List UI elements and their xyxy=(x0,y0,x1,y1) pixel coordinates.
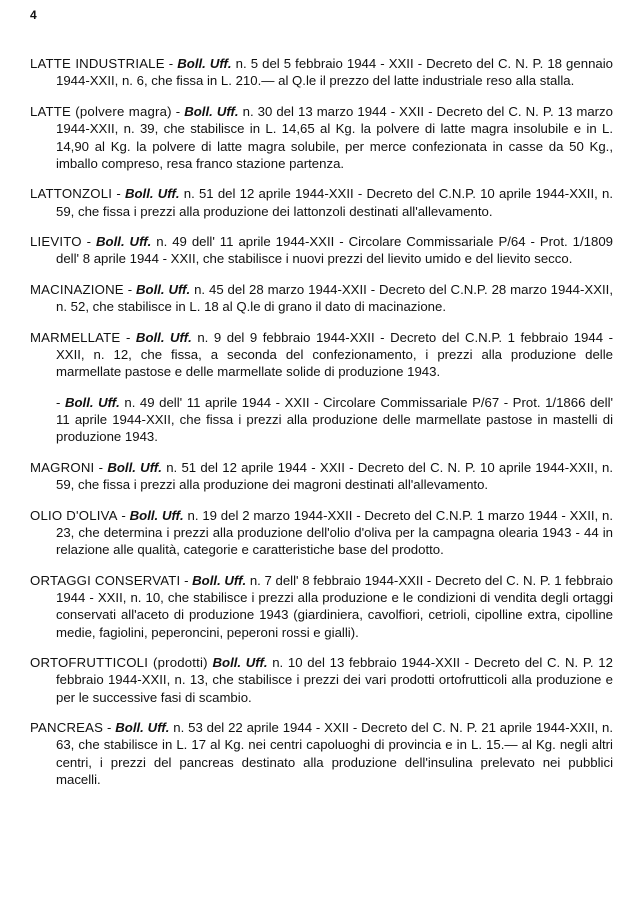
entry-heading: MACINAZIONE xyxy=(30,281,124,297)
entry-lattonzoli xyxy=(30,185,613,220)
entry-paragraph: LATTONZOLI - Boll. Uff. n. 51 del 12 aprile 1944-XXII - Decreto del C.N.P. 10 aprile 1944-XXII, n. 59, che fissa i prezzi alla produzione dei lattonzoli destinati all'allevamento. xyxy=(30,186,613,219)
bulletin-ref: Boll. Uff. xyxy=(96,234,152,250)
bulletin-ref: Boll. Uff. xyxy=(135,329,192,345)
entry-text: n. 7 dell' 8 febbraio 1944-XXII - Decreto del C. N. P. 1 febbraio 1944 - XXII, n. 10, che stabilisce i prezzi alla produzione e le condizioni di vendita degli ortaggi conservati all'aceto di produzione 1943 (giardiniera, cavolfiori, cetrioli, cipolline extra, cipolline medie, fagiolini, peperoncini, peperoni rossi e gialli). xyxy=(56,572,613,640)
bulletin-ref: Boll. Uff. xyxy=(115,720,170,736)
entry-text: n. 5 del 5 febbraio 1944 - XXII - Decreto del C. N. P. 18 gennaio 1944-XXII, n. 6, che fissa in L. 210.— al Q.le il prezzo del latte industriale reso alla stalla. xyxy=(56,56,613,89)
bulletin-ref: Boll. Uff. xyxy=(212,655,268,671)
entry-text: n. 30 del 13 marzo 1944 - XXII - Decreto del C. N. P. 13 marzo 1944-XXII, n. 39, che stabilisce in L. 14,65 al Kg. la polvere di latte magra insolubile e in L. 14,90 al Kg. la polvere di latte magra solubile, per merce confezionata in casse da 50 Kg., imballo compreso, resa franco stazione partenza. xyxy=(56,103,613,171)
entry-heading: MAGRONI xyxy=(30,459,95,475)
entry-paragraph: OLIO D'OLIVA - Boll. Uff. n. 19 del 2 marzo 1944-XXII - Decreto del C.N.P. 1 marzo 1944 - XXII, n. 23, che determina i prezzi alla produzione dell'olio d'oliva per la campagna olearia 1943 - 44 in relazione alle qualità, categorie e caratteristiche base del prodotto. xyxy=(30,507,613,558)
entry-paragraph: LIEVITO - Boll. Uff. n. 49 dell' 11 aprile 1944-XXII - Circolare Commissariale P/64 - Prot. 1/1809 dell' 8 aprile 1944 - XXII, che stabilisce i nuovi prezzi del lievito umido e del lievito secco. xyxy=(30,234,613,267)
entry-text: n. 53 del 22 aprile 1944 - XXII - Decreto del C. N. P. 21 aprile 1944-XXII, n. 63, che stabilisce in L. 17 al Kg. nei centri capoluoghi di provincia e in L. 15.— al Kg. negli altri centri, i prezzi del pancreas destinato alla produzione dell'insulina prelevato nei pubblici macelli. xyxy=(56,720,614,788)
entry-text: n. 49 dell' 11 aprile 1944-XXII - Circolare Commissariale P/64 - Prot. 1/1809 dell' 8 aprile 1944 - XXII, che stabilisce i nuovi prezzi del lievito umido e del lievito secco. xyxy=(56,234,613,267)
entry-text: n. 45 del 28 marzo 1944-XXII - Decreto del C.N.P. 28 marzo 1944-XXII, n. 52, che stabilisce in L. 18 al Q.le di grano il dato di macinazione. xyxy=(56,281,613,315)
bulletin-ref: Boll. Uff. xyxy=(177,56,232,72)
entry-text: n. 19 del 2 marzo 1944-XXII - Decreto del C.N.P. 1 marzo 1944 - XXII, n. 23, che determina i prezzi alla produzione dell'olio d'oliva per la campagna olearia 1943 - 44 in relazione alle qualità, categorie e caratteristiche base del prodotto. xyxy=(56,507,613,558)
entry-ortaggi-conservati xyxy=(30,572,613,641)
entry-heading: LATTE (polvere magra) xyxy=(30,103,172,119)
page-number: 4 xyxy=(30,8,37,22)
bulletin-ref: Boll. Uff. xyxy=(124,186,180,202)
entry-magroni xyxy=(30,459,613,494)
entry-heading: LATTONZOLI xyxy=(30,186,113,202)
entry-heading: LATTE INDUSTRIALE xyxy=(30,56,165,72)
entry-text: n. 49 dell' 11 aprile 1944 - XXII - Circolare Commissariale P/67 - Prot. 1/1866 dell' 11 aprile 1944-XXII, che fissa i prezzi alla produzione delle marmellate pastose in mastelli di produzione 1943. xyxy=(56,394,614,445)
entry-heading: ORTAGGI CONSERVATI xyxy=(30,572,181,588)
entry-heading: PANCREAS xyxy=(30,720,104,736)
entry-pancreas xyxy=(30,719,613,788)
entry-marmellate xyxy=(30,329,613,446)
entry-latte-industriale xyxy=(30,55,613,90)
entry-lievito xyxy=(30,233,613,268)
entry-macinazione xyxy=(30,281,613,316)
entry-heading: OLIO D'OLIVA xyxy=(30,507,118,523)
entry-paragraph: ORTAGGI CONSERVATI - Boll. Uff. n. 7 dell' 8 febbraio 1944-XXII - Decreto del C. N. P. 1 febbraio 1944 - XXII, n. 10, che stabilisce i prezzi alla produzione e le condizioni di vendita degli ortaggi conservati all'aceto di produzione 1943 (giardiniera, cavolfiori, cetrioli, cipolline extra, cipolline medie, fagiolini, peperoncini, peperoni rossi e gialli). xyxy=(30,572,613,640)
entry-heading: LIEVITO xyxy=(30,234,82,250)
entry-olio-d-oliva xyxy=(30,507,613,559)
entry-paragraph: LATTE INDUSTRIALE - Boll. Uff. n. 5 del 5 febbraio 1944 - XXII - Decreto del C. N. P. 18 gennaio 1944-XXII, n. 6, che fissa in L. 210.— al Q.le il prezzo del latte industriale reso alla stalla. xyxy=(30,56,613,89)
entry-text: n. 51 del 12 aprile 1944-XXII - Decreto del C.N.P. 10 aprile 1944-XXII, n. 59, che fissa i prezzi alla produzione dei lattonzoli destinati all'allevamento. xyxy=(56,186,613,219)
bulletin-ref: Boll. Uff. xyxy=(184,103,239,119)
entry-paragraph: PANCREAS - Boll. Uff. n. 53 del 22 aprile 1944 - XXII - Decreto del C. N. P. 21 aprile 1944-XXII, n. 63, che stabilisce in L. 17 al Kg. nei centri capoluoghi di provincia e in L. 15.— al Kg. negli altri centri, i prezzi del pancreas destinato alla produzione dell'insulina prelevato nei pubblici macelli. xyxy=(30,720,614,788)
entry-text: n. 10 del 13 febbraio 1944-XXII - Decreto del C. N. P. 12 febbraio 1944-XXII, n. 13, che stabilisce i prezzi dei vari prodotti ortofrutticoli alla produzione e per le successive fasi di scambio. xyxy=(56,655,613,705)
entry-ortofrutticoli xyxy=(30,654,613,706)
entry-paragraph: LATTE (polvere magra) - Boll. Uff. n. 30 del 13 marzo 1944 - XXII - Decreto del C. N. P. 13 marzo 1944-XXII, n. 39, che stabilisce in L. 14,65 al Kg. la polvere di latte magra insolubile e in L. 14,90 al Kg. la polvere di latte magra solubile, per merce confezionata in casse da 50 Kg., imballo compreso, resa franco stazione partenza. xyxy=(30,103,613,171)
entry-heading: ORTOFRUTTICOLI (prodotti) xyxy=(30,655,208,671)
price-decree-list xyxy=(30,42,613,802)
bulletin-ref: Boll. Uff. xyxy=(135,281,191,297)
entry-latte-polvere-magra xyxy=(30,103,613,172)
bulletin-ref: Boll. Uff. xyxy=(107,459,162,475)
bulletin-ref: Boll. Uff. xyxy=(192,572,247,588)
entry-continuation: - Boll. Uff. n. 49 dell' 11 aprile 1944 - XXII - Circolare Commissariale P/67 - Prot. 1/1866 dell' 11 aprile 1944-XXII, che fissa i prezzi alla produzione delle marmellate pastose in mastelli di produzione 1943. xyxy=(56,394,614,445)
entry-text: n. 51 del 12 aprile 1944 - XXII - Decreto del C. N. P. 10 aprile 1944-XXII, n. 59, che fissa i prezzi alla produzione dei magroni destinati all'allevamento. xyxy=(56,459,613,493)
entry-paragraph: MAGRONI - Boll. Uff. n. 51 del 12 aprile 1944 - XXII - Decreto del C. N. P. 10 aprile 1944-XXII, n. 59, che fissa i prezzi alla produzione dei magroni destinati all'allevamento. xyxy=(30,459,613,493)
bulletin-ref: Boll. Uff. xyxy=(129,507,184,523)
bulletin-ref: Boll. Uff. xyxy=(64,394,120,410)
entry-paragraph: MARMELLATE - Boll. Uff. n. 9 del 9 febbraio 1944-XXII - Decreto del C.N.P. 1 febbraio 1944 - XXII, n. 12, che fissa, a seconda del confezionamento, i prezzi alla produzione delle marmellate pastose e delle marmellate solide di produzione 1943. xyxy=(30,329,613,380)
entry-paragraph: MACINAZIONE - Boll. Uff. n. 45 del 28 marzo 1944-XXII - Decreto del C.N.P. 28 marzo 1944-XXII, n. 52, che stabilisce in L. 18 al Q.le di grano il dato di macinazione. xyxy=(30,281,613,315)
entry-heading: MARMELLATE xyxy=(30,329,121,345)
entry-text: n. 9 del 9 febbraio 1944-XXII - Decreto del C.N.P. 1 febbraio 1944 - XXII, n. 12, che fissa, a seconda del confezionamento, i prezzi alla produzione delle marmellate pastose e delle marmellate solide di produzione 1943. xyxy=(56,329,613,380)
entry-paragraph xyxy=(30,654,613,706)
